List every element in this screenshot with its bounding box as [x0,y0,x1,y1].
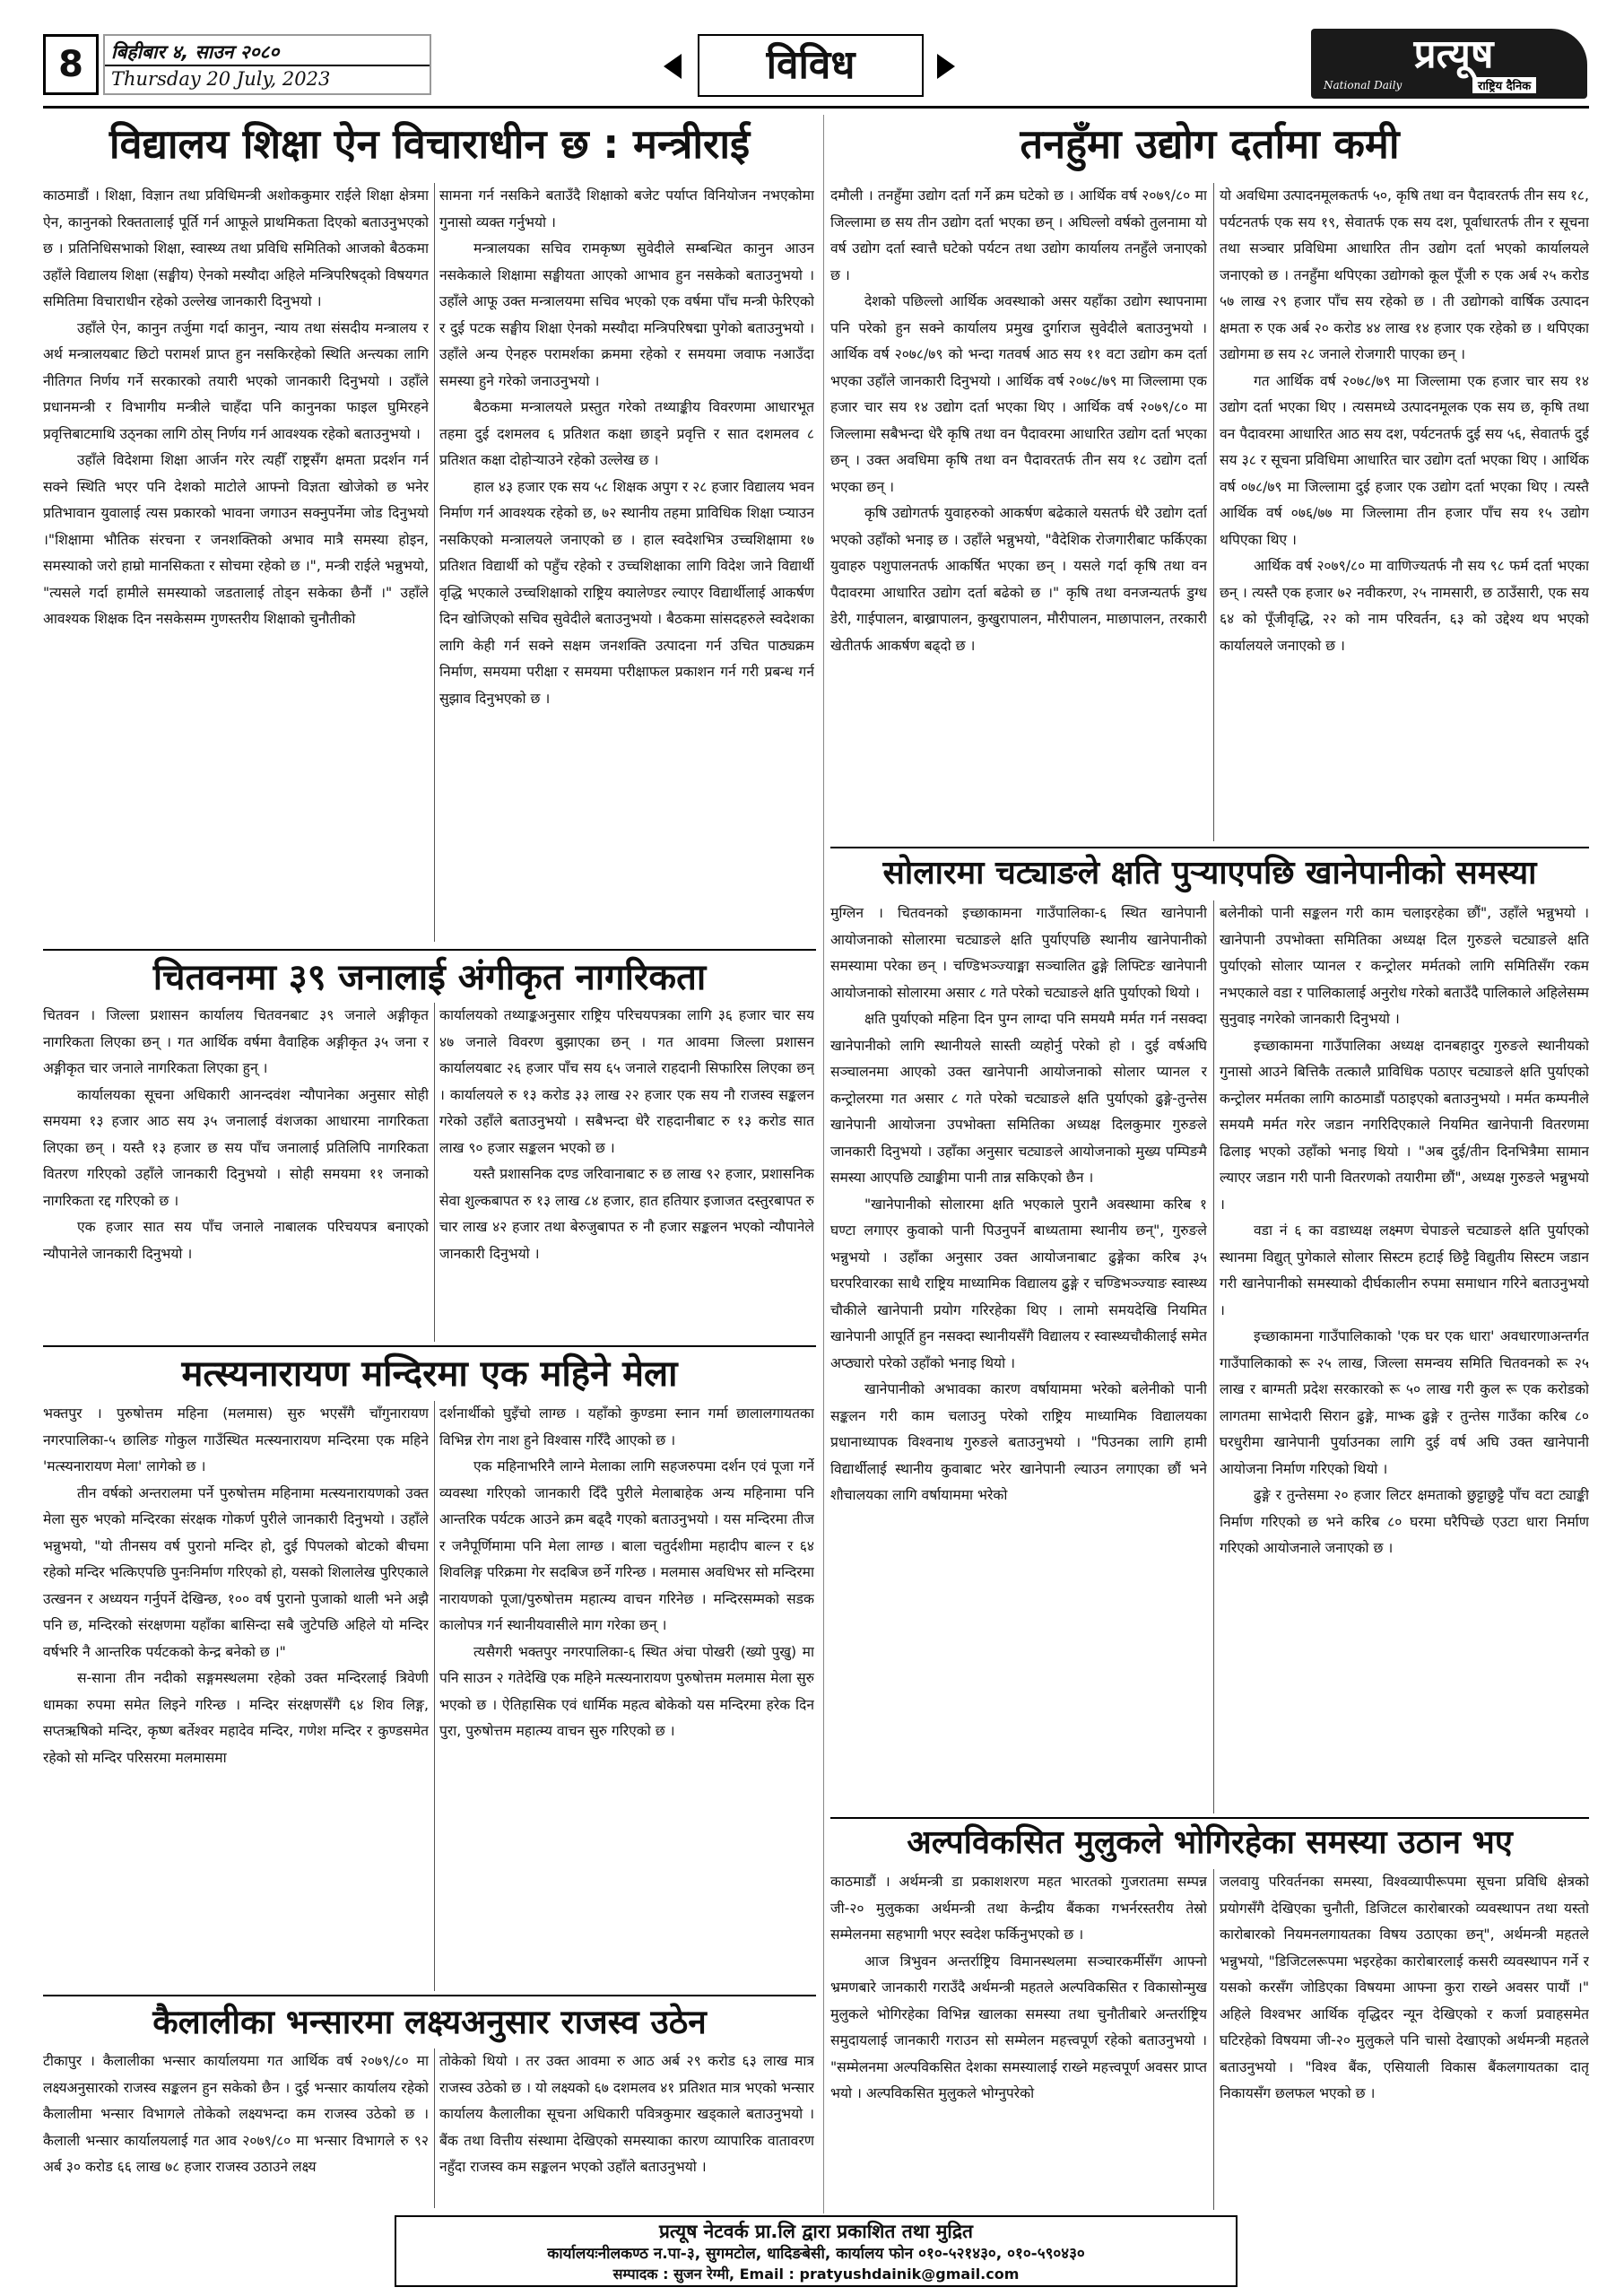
article-solar-col2 [1220,900,1589,1815]
paragraph: "खानेपानीको सोलारमा क्षति भएकाले पुरानै अवस्थामा करिब १ घण्टा लगाएर कुवाको पानी पिउनुपर्ने बाध्यतामा स्थानीय छन्", गुरुङले भन्नुभयो । उहाँका अनुसार उक्त आयोजनाबाट ढुङ्गेका करिब ३५ घरपरिवारका साथै राष्ट्रिय माध्यामिक विद्यालय ढुङ्गे र चण्डिभञ्ज्याङ स्वास्थ्य चौकीले खानेपानी प्रयोग गरिरहेका थिए । लामो समयदेखि नियमित खानेपानी आपूर्ति हुन नसक्दा स्थानीयसँगै विद्यालय र स्वास्थ्यचौकीलाई समेत अप्ठ्यारो परेको उहाँको भनाइ थियो । [830,1196,1207,1371]
column-divider [434,1401,435,1991]
article-fair-col1 [43,1401,429,1993]
paragraph: सामना गर्न नसकिने बताउँदै शिक्षाको बजेट पर्याप्त विनियोजन नभएकोमा गुनासो व्यक्त गर्नुभयो । [439,187,814,230]
paragraph: कृषि उद्योगतर्फ युवाहरुको आकर्षण बढेकाले यसतर्फ धेरै उद्योग दर्ता भएको उहाँको भनाइ छ । उहाँले भन्नुभयो, "वैदेशिक रोजगारीबाट फर्किएका युवाहरु पशुपालनतर्फ आकर्षित भएका छन् । यसले गर्दा कृषि तथा वन पैदावरमा आधारित उद्योग दर्ता बढेको छ ।" कृषि तथा वनजन्यतर्फ डुग्ध डेरी, गाईपालन, बाख्रापालन, कुखुरापालन, मौरीपालन, माछापालन, तरकारी खेतीतर्फ आकर्षण बढ्दो छ । [830,505,1207,654]
paragraph: वडा नं ६ का वडाध्यक्ष लक्ष्मण चेपाङले चट्याङले क्षति पुर्याएको स्थानमा विद्युत् पुगेकाले सोलार सिस्टम हटाई छिट्टै विद्युतीय सिस्टम जडान गरी खानेपानीको समस्याको दीर्घकालीन रुपमा समाधान गरिने बताउनुभयो । [1220,1222,1589,1318]
paragraph: इच्छाकामना गाउँपालिका अध्यक्ष दानबहादुर गुरुङले स्थानीयको गुनासो आउने बित्तिकै तत्कालै प्राविधिक पठाएर चट्याङले क्षति पुर्याएको कन्ट्रोलर मर्मतका लागि काठमाडौं पठाइएको बताउनुभयो । मर्मत कम्पनीले समयमै मर्मत गरेर जडान नगरिदिएकाले नियमित खानेपानी वितरणमा ढिलाइ भएको उहाँको भनाइ थियो । "अब दुई/तीन दिनभित्रैमा सामान ल्याएर जडान गरी पानी वितरणको तयारीमा छौं", अध्यक्ष गुरुङले भन्नुभयो । [1220,1037,1589,1213]
paragraph: ढुङ्गे र तुन्तेसमा २० हजार लिटर क्षमताको छुट्टाछुट्टै पाँच वटा ट्याङ्की निर्माण गरिएको छ भने करिब ८० घरमा घरैपिच्छे एउटा धारा निर्माण गरिएको आयोजनाले जनाएको छ । [1220,1487,1589,1556]
masthead-bottom-rule [43,106,1589,109]
paragraph: स-साना तीन नदीको सङ्गमस्थलमा रहेको उक्त मन्दिरलाई त्रिवेणी धामका रुपमा समेत लिइने गरिन्छ । मन्दिर संरक्षणसँगै ६४ शिव लिङ्ग, सप्तऋषिको मन्दिर, कृष्ण बर्तेश्वर महादेव मन्दिर, गणेश मन्दिर र कुण्डसमेत रहेको सो मन्दिर परिसरमा मलमासमा [43,1670,429,1766]
paragraph: देशको पछिल्लो आर्थिक अवस्थाको असर यहाँका उद्योग स्थापनामा पनि परेको हुन सक्ने कार्यालय प्रमुख दुर्गाराज सुवेदीले बताउनुभयो । आर्थिक वर्ष २०७८/७९ को भन्दा गतवर्ष आठ सय ११ वटा उद्योग कम दर्ता भएका उहाँले जानकारी दिनुभयो । आर्थिक वर्ष २०७८/७९ मा जिल्लामा एक हजार चार सय १४ उद्योग दर्ता भएका थिए । आर्थिक वर्ष २०७९/८० मा जिल्लामा सबैभन्दा धेरै कृषि तथा वन पैदावरमा आधारित उद्योग दर्ता भएका छन् । उक्त अवधिमा कृषि तथा वन पैदावरतर्फ तीन सय १८ उद्योग दर्ता भएका छन् । [830,293,1207,495]
article-customs-col1 [43,2048,429,2210]
column-divider [1213,900,1214,1813]
headline-industry: तनहुँमा उद्योग दर्तामा कमी [1020,120,1400,168]
paragraph: मुग्लिन । चितवनको इच्छाकामना गाउँपालिका-६ स्थित खानेपानी आयोजनाको सोलारमा चट्याङले क्षति पुर्याएपछि स्थानीय खानेपानीको समस्यामा परेका छन् । चण्डिभञ्ज्याङ्मा सञ्चालित ढुङ्गे लिफ्टिङ खानेपानी आयोजनाको सोलारमा असार ८ गते परेको चट्याङले क्षति पुर्याएको थियो । [830,905,1207,1001]
logo [1311,29,1587,99]
paragraph: कार्यालयका सूचना अधिकारी आनन्दवंश न्यौपानेका अनुसार सोही समयमा १३ हजार आठ सय ३५ जनालाई वंशजका आधारमा नागरिकता लिएका छन् । यस्तै १३ हजार छ सय पाँच जनालाई प्रतिलिपि नागरिकता वितरण गरिएको उहाँले जानकारी दिनुभयो । सोही समयमा ११ जनाको नागरिकता रद्द गरिएको छ । [43,1086,429,1209]
paragraph: एक महिनाभरिनै लाग्ने मेलाका लागि सहजरुपमा दर्शन एवं पूजा गर्ने व्यवस्था गरिएको जानकारी दिँदै पुरीले मेलाबाहेक अन्य महिनामा पनि आन्तरिक पर्यटक आउने क्रम बढ्दै गएको बताउनुभयो । यस मन्दिरमा तीज र जनैपूर्णिमामा पनि मेला लाग्छ । बाला चतुर्दशीमा महादीप बाल्न र ६४ शिवलिङ्ग परिक्रमा गेर सदबिज छर्ने गरिन्छ । मलमास अवधिभर सो मन्दिरमा नारायणको पूजा/पुरुषोत्तम महात्म्य वाचन गरिनेछ । मन्दिरसम्मको सडक कालोपत्र गर्न स्थानीयवासीले माग गरेका छन् । [439,1458,814,1633]
headline-citizenship: चितवनमा ३९ जनालाई अंगीकृत नागरिकता [152,957,707,998]
headline-solar: सोलारमा चट्याङले क्षति पुऱ्याएपछि खानेपानीको समस्या [882,855,1537,891]
headline-school-act: विद्यालय शिक्षा ऐन विचाराधीन छ : मन्त्रीराई [109,120,751,168]
paragraph: आर्थिक वर्ष २०७९/८० मा वाणिज्यतर्फ नौ सय ९८ फर्म दर्ता भएका छन् । त्यस्तै एक हजार ७२ नवीकरण, २५ नामसारी, छ ठाउँसारी, एक सय ६४ को पूँजीवृद्धि, २२ को नाम परिवर्तन, ६३ को उद्देश्य थप भएको कार्यालयले जनाएको छ । [1220,558,1589,654]
column-divider [1213,183,1214,841]
article-divider [43,1345,816,1347]
paragraph: उहाँले विदेशमा शिक्षा आर्जन गरेर त्यहीँ राष्ट्रसँग क्षमता प्रदर्शन गर्न सक्ने स्थिति भएर पनि देशको माटोले आफ्नो विज्ञता खोजेको छ भनेर प्रतिभावान युवालाई त्यस प्रकारको भावना जगाउन सक्नुपर्नेमा जोड दिनुभयो ।"शिक्षामा भौतिक संरचना र जनशक्तिको अभाव मात्रै समस्या होइन, समस्याको जरो हाम्रो मानसिकता र सोचमा रहेको छ ।", मन्त्री राईले भन्नुभयो, "त्यसले गर्दा हामीले समस्याको जडतालाई तोड्न सकेका छैनौं ।" उहाँले आवश्यक शिक्षक दिन नसकेसम्म गुणस्तरीय शिक्षाको चुनौतीको [43,452,429,627]
paragraph: टीकापुर । कैलालीका भन्सार कार्यालयमा गत आर्थिक वर्ष २०७९/८० मा लक्ष्यअनुसारको राजस्व सङ्कलन हुन सकेको छैन । दुई भन्सार कार्यालय रहेको कैलालीमा भन्सार विभागले तोकेको लक्ष्यभन्दा कम राजस्व उठेको छ । कैलाली भन्सार कार्यालयलाई गत आव २०७९/८० मा भन्सार विभागले रु ९२ अर्ब ३० करोड ६६ लाख ७८ हजार राजस्व उठाउने लक्ष्य [43,2053,429,2175]
left-arrow-icon [664,54,682,79]
paragraph: काठमाडौं । शिक्षा, विज्ञान तथा प्रविधिमन्त्री अशोककुमार राईले शिक्षा क्षेत्रमा ऐन, कानुनको रिक्ततालाई पूर्ति गर्न आफूले प्राथमिकता दिएको बताउनुभएको छ । प्रतिनिधिसभाको शिक्षा, स्वास्थ्य तथा प्रविधि समितिको आजको बैठकमा उहाँले विद्यालय शिक्षा (सङ्घीय) ऐनको मस्यौदा अहिले मन्त्रिपरिषद्को विषयगत समितिमा विचाराधीन रहेको उल्लेख जानकारी दिनुभयो । [43,187,429,309]
article-customs-col2 [439,2048,814,2210]
article-industry-col1 [830,183,1207,843]
article-ldc-col1 [830,1869,1207,2212]
paragraph: चितवन । जिल्ला प्रशासन कार्यालय चितवनबाट ३९ जनाले अङ्गीकृत नागरिकता लिएका छन् । गत आर्थिक वर्षमा वैवाहिक अङ्गीकृत ३५ जना र अङ्गीकृत चार जनाले नागरिकता लिएका हुन् । [43,1007,429,1076]
paragraph: उहाँले ऐन, कानुन तर्जुमा गर्दा कानुन, न्याय तथा संसदीय मन्त्रालय र अर्थ मन्त्रालयबाट छिटो परामर्श प्राप्त हुन नसकिरहेको स्थिति अन्त्यका लागि नीतिगत निर्णय गर्ने सरकारको तयारी भएको जानकारी दिनुभयो । उहाँले प्रधानमन्त्री र विभागीय मन्त्रीले चाहँदा पनि कानुनका फाइल घुमिरहने प्रवृत्तिबाटमाथि उठ्नका लागि ठोस् निर्णय गर्न आवश्यक रहेको बताउनुभयो । [43,319,429,442]
logo-sub-left: National Daily [1324,79,1403,91]
article-solar-col1 [830,900,1207,1815]
logo-sub-right: राष्ट्रिय दैनिक [1472,77,1536,93]
paragraph: दर्शनार्थीको घुइँचो लाग्छ । यहाँको कुण्डमा स्नान गर्मा छालालगायतका विभिन्न रोग नाश हुने विश्वास गरिँदै आएको छ । [439,1405,814,1448]
paragraph: हाल ४३ हजार एक सय ५८ शिक्षक अपुग र २८ हजार विद्यालय भवन निर्माण गर्न आवश्यक रहेको छ, ७२ स्थानीय तहमा प्राविधिक शिक्षा प्ऱ्याउन नसकिएको मन्त्रालयले जनाएको छ । हाल स्वदेशभित्र उच्चशिक्षामा १७ प्रतिशत विद्यार्थी को पहुँच रहेको र उच्चशिक्षाका लागि विदेश जाने विद्यार्थी वृद्धि भएकाले उच्चशिक्षाको राष्ट्रिय क्यालेण्डर ल्याएर विद्यार्थीलाई आकर्षण दिन खोजिएको सचिव सुवेदीले बताउनुभयो । बैठकमा सांसदहरुले स्वदेशका लागि केही गर्न सक्ने सक्षम जनशक्ति उत्पादना गर्न उचित पाठ्यक्रम निर्माण, समयमा परीक्षा र समयमा परीक्षाफल प्रकाशन गर्न गरी प्रबन्ध गर्न सुझाव दिनुभएको छ । [439,478,814,707]
article-industry-col2 [1220,183,1589,843]
logo-text: प्रत्यूष [1413,31,1494,77]
imprint-publisher: प्रत्यूष नेटवर्क प्रा.लि द्वारा प्रकाशित तथा मुद्रित [658,2221,973,2242]
paragraph: यो अवधिमा उत्पादनमूलकतर्फ ५०, कृषि तथा वन पैदावरतर्फ तीन सय १८, पर्यटनतर्फ एक सय १९, सेवातर्फ एक सय दश, पूर्वाधारतर्फ तीन र सूचना तथा सञ्चार प्रविधिमा आधारित तीन उद्योग दर्ता भएको कार्यालयले जनाएको छ । तनहुँमा थपिएका उद्योगको कूल पूँजी रु एक अर्ब २५ करोड ५७ लाख २९ हजार पाँच सय रहेको छ । ती उद्योगको वार्षिक उत्पादन क्षमता रु एक अर्ब २० करोड ४४ लाख १४ हजार एक रहेको छ । थपिएका उद्योगमा छ सय २८ जनाले रोजगारी पाएका छन् । [1220,187,1589,362]
article-ldc-col2 [1220,1869,1589,2212]
page-center-divider [823,115,824,2213]
imprint-editor: सम्पादक : सुजन रेग्मी, Email : pratyushdainik@gmail.com [612,2266,1020,2283]
date-english: Thursday 20 July, 2023 [111,68,331,90]
article-school-act-col1 [43,183,429,945]
article-school-act-col2 [439,183,814,945]
article-divider [43,949,816,951]
page-number: 8 [58,44,83,85]
date-nepali: बिहीबार ४, साउन २०८० [111,41,280,63]
right-arrow-icon [937,54,955,79]
paragraph: एक हजार सात सय पाँच जनाले नाबालक परिचयपत्र बनाएको न्यौपानेले जानकारी दिनुभयो । [43,1219,429,1262]
paragraph: कार्यालयको तथ्याङ्कअनुसार राष्ट्रिय परिचयपत्रका लागि ३६ हजार चार सय ४७ जनाले विवरण बुझाएका छन् । गत आवमा जिल्ला प्रशासन कार्यालयबाट २६ हजार पाँच सय ६५ जनाले राहदानी सिफारिस लिएका छन् । कार्यालयले रु १३ करोड ३३ लाख २२ हजार एक सय नौ राजस्व सङ्कलन गरेको उहाँले बताउनुभयो । सबैभन्दा धेरै राहदानीबाट रु १३ करोड सात लाख ९० हजार सङ्कलन भएको छ । [439,1007,814,1156]
paragraph: भक्तपुर । पुरुषोत्तम महिना (मलमास) सुरु भएसँगै चाँगुनारायण नगरपालिका-५ छालिङ गोकुल गाउँस्थित मत्स्यनारायण मन्दिरमा एक महिने 'मत्स्यनारायण मेला' लागेको छ । [43,1405,429,1474]
paragraph: काठमाडौं । अर्थमन्त्री डा प्रकाशशरण महत भारतको गुजरातमा सम्पन्न जी-२० मुलुकका अर्थमन्त्री तथा केन्द्रीय बैंकका गभर्नरस्तरीय तेस्रो सम्मेलनमा सहभागी भएर स्वदेश फर्किनुभएको छ । [830,1874,1207,1943]
article-fair-col2 [439,1401,814,1993]
paragraph: बैठकमा मन्त्रालयले प्रस्तुत गरेको तथ्याङ्कीय विवरणमा आधारभूत तहमा दुई दशमलव ६ प्रतिशत कक्षा छाड्ने प्रवृत्ति र सात दशमलव ८ प्रतिशत कक्षा दोहोऱ्याउने रहेको उल्लेख छ । [439,399,814,468]
paragraph: तीन वर्षको अन्तरालमा पर्ने पुरुषोत्तम महिनामा मत्स्यनारायणको उक्त मेला सुरु भएको मन्दिरका संरक्षक गोकर्ण पुरीले जानकारी दिनुभयो । उहाँले भन्नुभयो, "यो तीनसय वर्ष पुरानो मन्दिर हो, दुई पिपलको बोटको बीचमा रहेको मन्दिर भत्किएपछि पुनःनिर्माण गरिएको हो, यसको शिलालेख पुरिएकाले उत्खनन र अध्ययन गर्नुपर्ने देखिन्छ, १०० वर्ष पुरानो पुजाको थाली भने अझै पनि छ, मन्दिरको संरक्षणमा यहाँका बासिन्दा सबै जुटेपछि अहिले यो मन्दिर वर्षभरि नै आन्तरिक पर्यटकको केन्द्र बनेको छ ।" [43,1484,429,1660]
headline-customs: कैलालीका भन्सारमा लक्ष्यअनुसार राजस्व उठेन [152,2003,707,2041]
paragraph: खानेपानीको अभावका कारण वर्षायाममा भरेको बलेनीको पानी सङ्कलन गरी काम चलाउनु परेको राष्ट्रिय माध्यामिक विद्यालयका प्रधानाध्यापक विश्वनाथ गुरुङले बताउनुभयो । "पिउनका लागि हामी विद्यार्थीलाई स्थानीय कुवाबाट भरेर खानेपानी ल्याउन लगाएका छौं भने शौचालयका लागि वर्षायाममा भरेको [830,1381,1207,1503]
paragraph: यस्तै प्रशासनिक दण्ड जरिवानाबाट रु छ लाख ९२ हजार, प्रशासनिक सेवा शुल्कबापत रु १३ लाख ८४ हजार, हात हतियार इजाजत दस्तुरबापत रु चार लाख ४२ हजार तथा बेरुजुबापत रु नौ हजार सङ्कलन भएको न्यौपानेले जानकारी दिनुभयो । [439,1166,814,1262]
headline-ldc: अल्पविकसित मुलुकले भोगिरहेका समस्या उठान भए [907,1824,1513,1861]
section-title: विविध [766,42,855,88]
paragraph: जलवायु परिवर्तनका समस्या, विश्वव्यापीरूपमा सूचना प्रविधि क्षेत्रको प्रयोगसँगै देखिएका चुनौती, डिजिटल कारोबारको व्यवस्थापन तथा यस्तो कारोबारको नियमनलगायतका विषय उठाएका छन्", अर्थमन्त्री महतले भन्नुभयो, "डिजिटलरूपमा भइरहेका कारोबारलाई कसरी व्यवस्थापन गर्ने र यसको करसँग जोडिएका विषयमा आफ्ना कुरा राख्ने अवसर पायौं ।" अहिले विश्वभर आर्थिक वृद्धिदर न्यून देखिएको र कर्जा प्रवाहसमेत घटिरहेको विषयमा जी-२० मुलुकले पनि चासो देखाएको अर्थमन्त्री महतले बताउनुभयो । "विश्व बैंक, एसियाली विकास बैंकलगायतका दातृ निकायसँग छलफल भएको छ । [1220,1874,1589,2101]
column-divider [434,2048,435,2208]
masthead-date-frame [103,34,431,95]
paragraph: दमौली । तनहुँमा उद्योग दर्ता गर्ने क्रम घटेको छ । आर्थिक वर्ष २०७९/८० मा जिल्लामा छ सय तीन उद्योग दर्ता भएका छन् । अघिल्लो वर्षको तुलनामा यो वर्ष उद्योग दर्ता स्वात्तै घटेको पर्यटन तथा उद्योग कार्यालय तनहुँले जनाएको छ । [830,187,1207,283]
column-divider [434,183,435,942]
imprint-address: कार्यालयःनीलकण्ठ न.पा-३, सुगमटोल, धादिङबेसी, कार्यालय फोन ०१०-५२१४३०, ०१०-५९०४३० [547,2245,1085,2263]
column-divider [1213,1869,1214,2210]
paragraph: बलेनीको पानी सङ्कलन गरी काम चलाइरहेका छौं", उहाँले भन्नुभयो । खानेपानी उपभोक्ता समितिका अध्यक्ष दिल गुरुङले चट्याङले क्षति पुर्याएको सोलार प्यानल र कन्ट्रोलर मर्मतको लागि समितिसँग रकम नभएकाले वडा र पालिकालाई अनुरोध गरेको बताउँदै पालिकाले अहिलेसम्म सुनुवाइ नगरेको जानकारी दिनुभयो । [1220,905,1589,1027]
paragraph: क्षति पुर्याएको महिना दिन पुग्न लाग्दा पनि समयमै मर्मत गर्न नसक्दा खानेपानीको लागि स्थानीयले सास्ती व्यहोर्नु परेको हो । दुई वर्षअघि सञ्चालनमा आएको उक्त खानेपानी आयोजनाको सोलार प्यानल र कन्ट्रोलरमा गत असार ८ गते परेको चट्याङले क्षति पुर्याएको ढुङ्गे-तुन्तेस खानेपानी आयोजना उपभोक्ता समितिका अध्यक्ष दिलकुमार गुरुङले जानकारी दिनुभयो । उहाँका अनुसार चट्याङले आयोजनाको मुख्य पम्पिङमै समस्या आएपछि ट्याङ्कीमा पानी तान्न सकिएको छैन । [830,1011,1207,1186]
column-divider [434,1003,435,1342]
article-citizenship-col1 [43,1003,429,1344]
paragraph: आज त्रिभुवन अन्तर्राष्ट्रिय विमानस्थलमा सञ्चारकर्मीसँग आफ्नो भ्रमणबारे जानकारी गराउँदै अर्थमन्त्री महतले अल्पविकसित र विकासोन्मुख मुलुकले भोगिरहेका विभिन्न खालका समस्या तथा चुनौतीबारे अन्तर्राष्ट्रिय समुदायलाई जानकारी गराउन सो सम्मेलन महत्त्वपूर्ण रहेको बताउनुभयो । "सम्मेलनमा अल्पविकसित देशका समस्यालाई राख्ने महत्त्वपूर्ण अवसर प्राप्त भयो । अल्पविकसित मुलुकले भोग्नुपरेको [830,1952,1207,2101]
paragraph: त्यसैगरी भक्तपुर नगरपालिका-६ स्थित अंचा पोखरी (ख्यो पुखु) मा पनि साउन २ गतेदेखि एक महिने मत्स्यनारायण पुरुषोत्तम मलमास मेला सुरु भएको छ । ऐतिहासिक एवं धार्मिक महत्व बोकेको यस मन्दिरमा हरेक दिन पुरा, पुरुषोत्तम महात्म्य वाचन सुरु गरिएको छ । [439,1643,814,1739]
paragraph: इच्छाकामना गाउँपालिकाको 'एक घर एक धारा' अवधारणाअन्तर्गत गाउँपालिकाको रू २५ लाख, जिल्ला समन्वय समिति चितवनको रू २५ लाख र बाग्मती प्रदेश सरकारको रू ५० लाख गरी कुल रू एक करोडको लागतमा साभेदारी सिरान ढुङ्गे, माभ्क ढुङ्गे र तुन्तेस गाउँका करिब ८० घरधुरीमा खानेपानी पुर्याउनका लागि दुई वर्ष अघि उक्त खानेपानी आयोजना निर्माण गरिएको थियो । [1220,1328,1589,1477]
paragraph: तोकेको थियो । तर उक्त आवमा रु आठ अर्ब २९ करोड ६३ लाख मात्र राजस्व उठेको छ । यो लक्ष्यको ६७ दशमलव ४१ प्रतिशत मात्र भएको भन्सार कार्यालय कैलालीका सूचना अधिकारी पवित्रकुमार खड्काले बताउनुभयो । बैंक तथा वित्तीय संस्थामा देखिएको समस्याका कारण व्यापारिक वातावरण नहुँदा राजस्व कम सङ्कलन भएको उहाँले बताउनुभयो । [439,2053,814,2175]
headline-fair: मत्स्यनारायण मन्दिरमा एक महिने मेला [181,1353,678,1395]
article-citizenship-col2 [439,1003,814,1344]
paragraph: गत आर्थिक वर्ष २०७८/७९ मा जिल्लामा एक हजार चार सय १४ उद्योग दर्ता भएका थिए । त्यसमध्ये उत्पादनमूलक एक सय छ, कृषि तथा वन पैदावरमा आधारित आठ सय दश, पर्यटनतर्फ दुई सय ५६, सेवातर्फ दुई सय ३८ र सूचना प्रविधिमा आधारित चार उद्योग दर्ता भएका थिए । आर्थिक वर्ष ०७८/७९ मा जिल्लामा दुई हजार एक उद्योग दर्ता भएका थिए । त्यस्तै आर्थिक वर्ष ०७६/७७ मा जिल्लामा तीन हजार पाँच सय १५ उद्योग थपिएका थिए । [1220,372,1589,548]
paragraph: मन्त्रालयका सचिव रामकृष्ण सुवेदीले सम्बन्धित कानुन आउन नसकेकाले शिक्षामा सङ्घीयता आएको आभाव हुन नसकेको बताउनुभयो । उहाँले आफू उक्त मन्त्रालयमा सचिव भएको एक वर्षमा पाँच मन्त्री फेरिएको र दुई पटक सङ्घीय शिक्षा ऐनको मस्यौदा मन्त्रिपरिषद्मा पुगेको बताउनुभयो । उहाँले अन्य ऐनहरु परामर्शका क्रममा रहेको र समयमा जवाफ नआउँदा समस्या हुने गरेको जनाउनुभयो । [439,240,814,389]
article-divider [43,1995,816,1996]
